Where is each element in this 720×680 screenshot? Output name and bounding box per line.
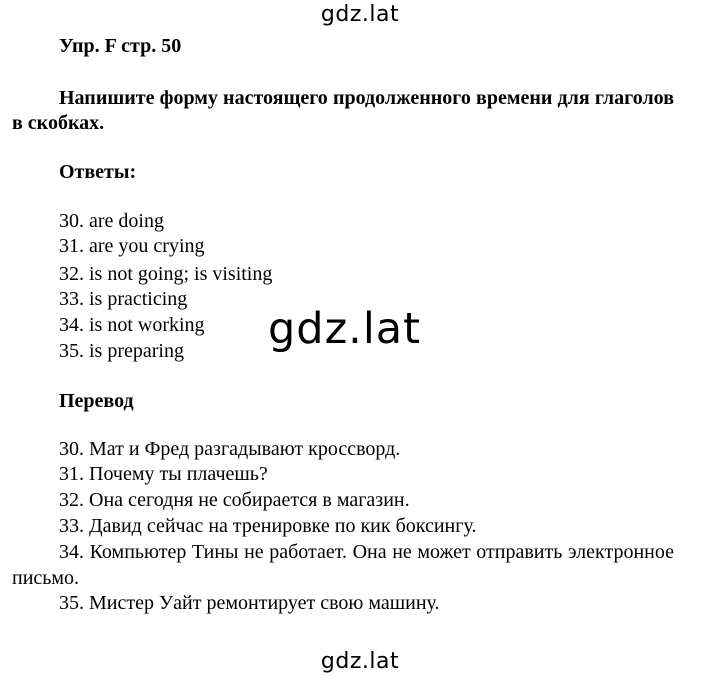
answer-item-32: 32. is not going; is visiting — [59, 263, 273, 285]
answer-item-35: 35. is preparing — [59, 340, 184, 362]
translation-item-32: 32. Она сегодня не собирается в магазин. — [59, 489, 410, 511]
watermark-bottom: gdz.lat — [320, 649, 400, 674]
answer-item-34: 34. is not working — [59, 314, 205, 336]
answer-item-31: 31. are you crying — [59, 235, 205, 257]
translation-item-34: 34. Компьютер Тины не работает. Она не может отправить электронное письмо. — [12, 541, 674, 589]
translation-item-30: 30. Мат и Фред разгадывают кроссворд. — [59, 438, 401, 460]
translation-heading: Перевод — [59, 390, 134, 412]
translation-item-35: 35. Мистер Уайт ремонтирует свою машину. — [59, 592, 440, 614]
answer-item-30: 30. are doing — [59, 210, 164, 232]
answer-item-33: 33. is practicing — [59, 288, 188, 310]
watermark-center: gdz.lat — [268, 304, 421, 354]
answers-heading: Ответы: — [59, 161, 137, 183]
task-instruction: Напишите форму настоящего продолженного времени для глаголов в скобках. — [12, 87, 674, 134]
translation-item-33: 33. Давид сейчас на тренировке по кик боксингу. — [59, 515, 477, 537]
translation-item-31: 31. Почему ты плачешь? — [59, 463, 268, 485]
exercise-title: Упр. F стр. 50 — [59, 35, 182, 57]
watermark-top: gdz.lat — [320, 2, 400, 27]
